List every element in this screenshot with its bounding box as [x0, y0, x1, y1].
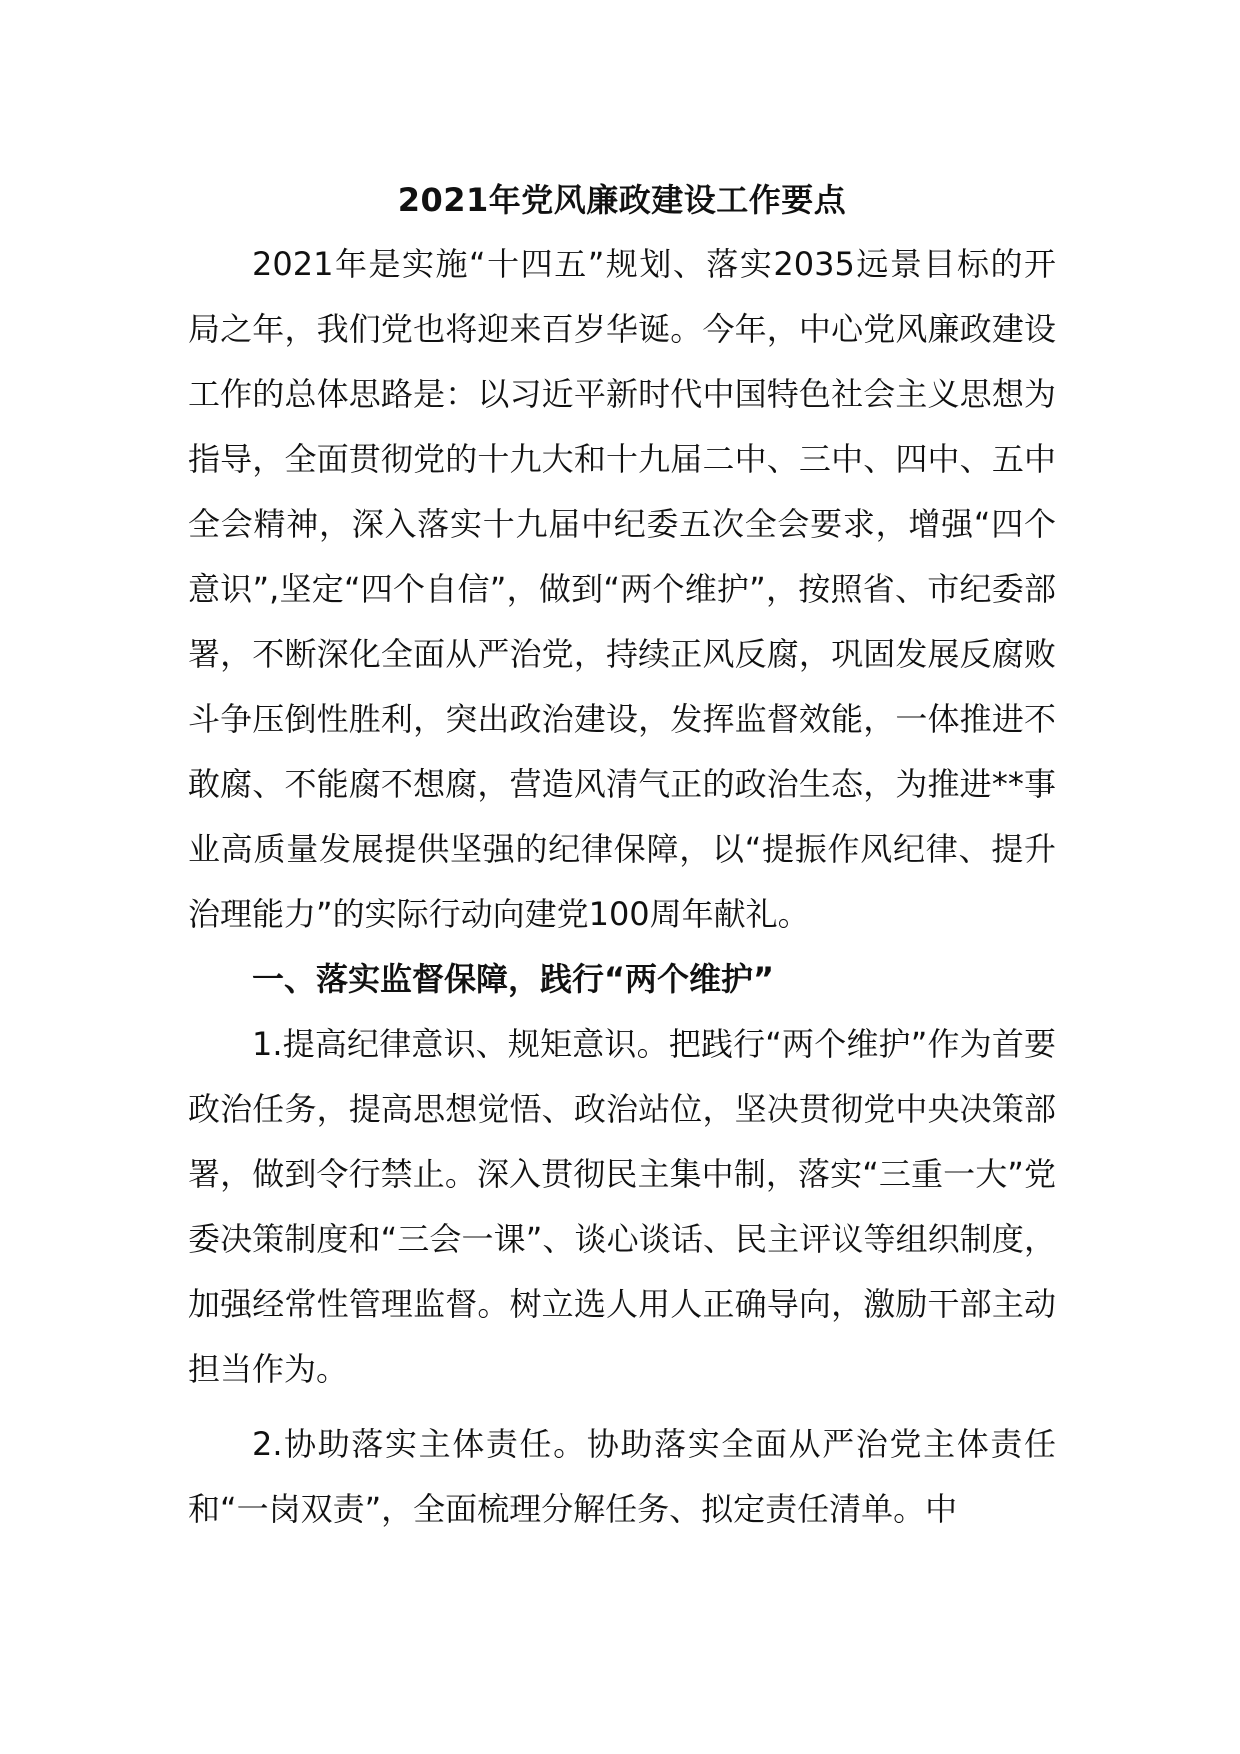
item-1-paragraph: 1.提高纪律意识、规矩意识。把践行“两个维护”作为首要政治任务，提高思想觉悟、政治站位，坚决贯彻党中央决策部署，做到令行禁止。深入贯彻民主集中制，落实“三重一大”党委决策制度和“三会一课”、谈心谈话、民主评议等组织制度，加强经常性管理监督。树立选人用人正确导向，激励干部主动担当作为。: [188, 1025, 1056, 1388]
document-title: 2021年党风廉政建设工作要点: [397, 181, 847, 219]
document-body: [188, 168, 1056, 1542]
item-2-paragraph: 2.协助落实主体责任。协助落实全面从严治党主体责任和“一岗双责”，全面梳理分解任务、拟定责任清单。中: [188, 1425, 1056, 1528]
intro-paragraph: 2021年是实施“十四五”规划、落实2035远景目标的开局之年，我们党也将迎来百岁华诞。今年，中心党风廉政建设工作的总体思路是：以习近平新时代中国特色社会主义思想为指导，全面贯彻党的十九大和十九届二中、三中、四中、五中全会精神，深入落实十九届中纪委五次全会要求，增强“四个意识”,坚定“四个自信”，做到“两个维护”，按照省、市纪委部署，不断深化全面从严治党，持续正风反腐，巩固发展反腐败斗争压倒性胜利，突出政治建设，发挥监督效能，一体推进不敢腐、不能腐不想腐，营造风清气正的政治生态，为推进**事业高质量发展提供坚强的纪律保障，以“提振作风纪律、提升治理能力”的实际行动向建党100周年献礼。: [188, 245, 1056, 933]
section-1-heading: 一、落实监督保障，践行“两个维护”: [252, 960, 775, 998]
